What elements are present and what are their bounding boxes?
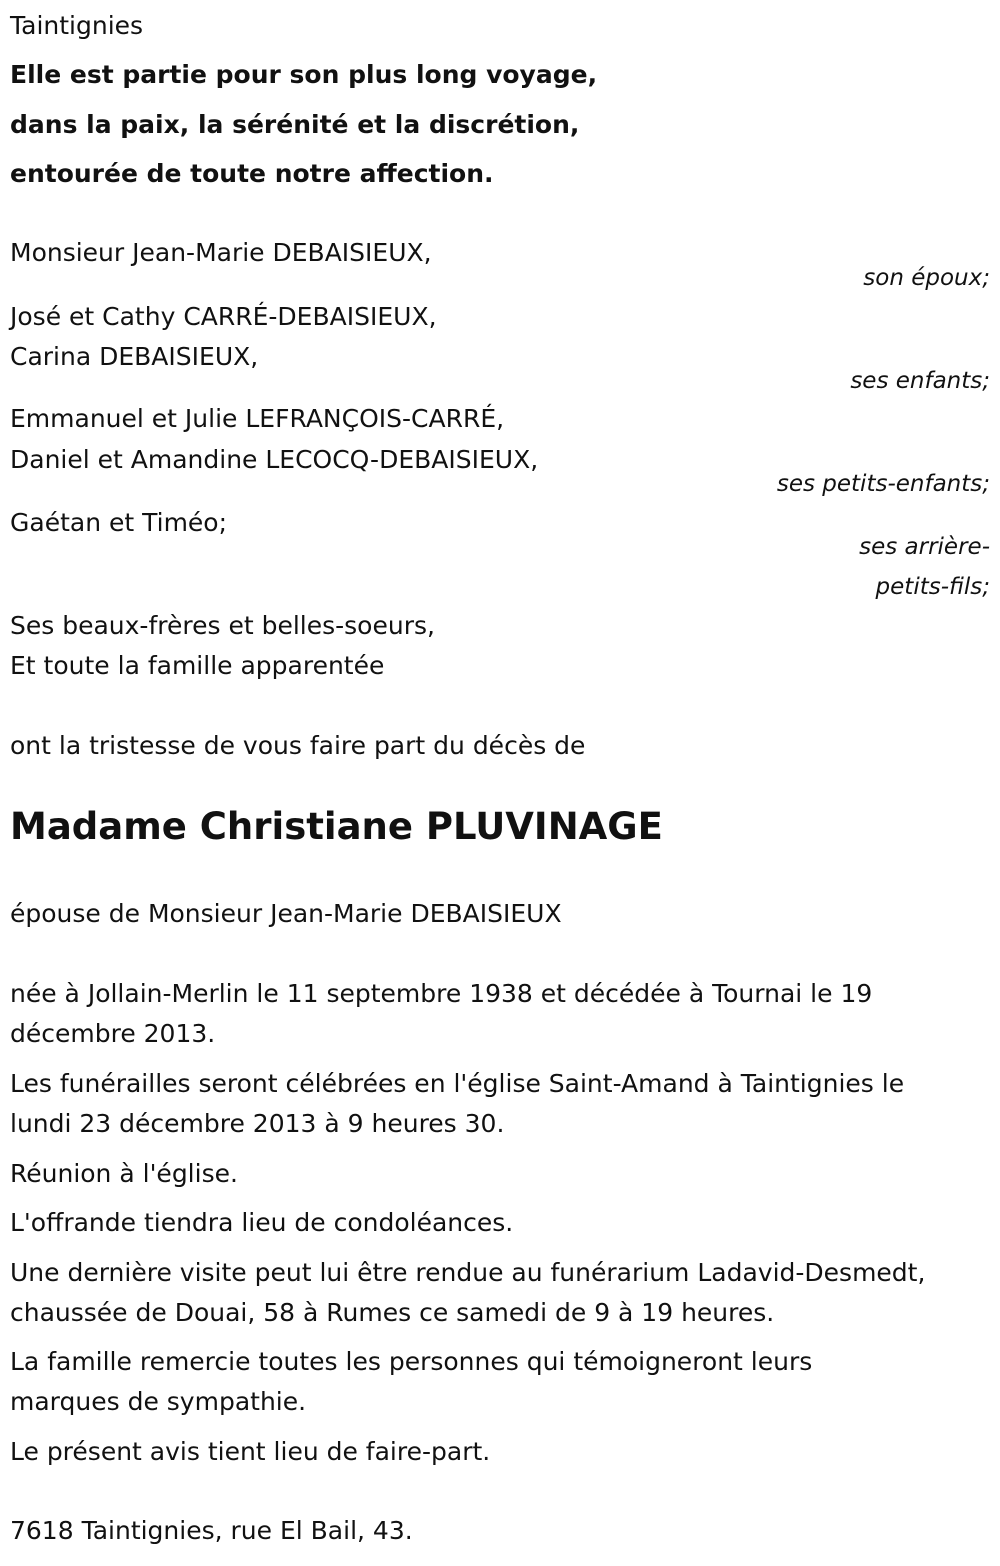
visit-line-2: chaussée de Douai, 58 à Rumes ce samedi de 9 à 19 heures.: [10, 1298, 775, 1327]
child-1: José et Cathy CARRÉ-DEBAISIEUX,: [10, 302, 437, 331]
other-family-2: Et toute la famille apparentée: [10, 651, 385, 680]
deceased-spouse-line: épouse de Monsieur Jean-Marie DEBAISIEUX: [10, 899, 562, 928]
thanks-line-1: La famille remercie toutes les personnes qui témoigneront leurs: [10, 1347, 813, 1376]
grandchild-1: Emmanuel et Julie LEFRANÇOIS-CARRÉ,: [10, 404, 505, 433]
visit-line-1: Une dernière visite peut lui être rendue au funérarium Ladavid-Desmedt,: [10, 1258, 926, 1287]
spouse-name: Monsieur Jean-Marie DEBAISIEUX,: [10, 238, 432, 267]
child-2: Carina DEBAISIEUX,: [10, 342, 259, 371]
deceased-name: Madame Christiane PLUVINAGE: [10, 805, 663, 848]
funeral-line-1: Les funérailles seront célébrées en l'église Saint-Amand à Taintignies le: [10, 1069, 905, 1098]
offering-line: L'offrande tiendra lieu de condoléances.: [10, 1208, 514, 1237]
birth-death-line-2: décembre 2013.: [10, 1019, 216, 1048]
great-grandchildren: Gaétan et Timéo;: [10, 508, 228, 537]
poem-line-1: Elle est partie pour son plus long voyage,: [10, 60, 598, 89]
poem-line-2: dans la paix, la sérénité et la discrétion,: [10, 110, 580, 139]
announcement: ont la tristesse de vous faire part du décès de: [10, 731, 586, 760]
obituary-notice: [10, 0, 990, 1566]
other-family-1: Ses beaux-frères et belles-soeurs,: [10, 611, 435, 640]
thanks-line-2: marques de sympathie.: [10, 1387, 307, 1416]
header-place: Taintignies: [10, 11, 144, 40]
meeting-line: Réunion à l'église.: [10, 1159, 238, 1188]
spouse-role: son époux;: [863, 265, 990, 291]
birth-death-line-1: née à Jollain-Merlin le 11 septembre 1938 et décédée à Tournai le 19: [10, 979, 873, 1008]
poem-line-3: entourée de toute notre affection.: [10, 159, 494, 188]
funeral-line-2: lundi 23 décembre 2013 à 9 heures 30.: [10, 1109, 505, 1138]
great-grandchildren-role-line-2: petits-fils;: [875, 574, 990, 600]
address: 7618 Taintignies, rue El Bail, 43.: [10, 1516, 413, 1545]
notice-line: Le présent avis tient lieu de faire-part.: [10, 1437, 491, 1466]
children-role: ses enfants;: [850, 368, 990, 394]
great-grandchildren-role-line-1: ses arrière-: [859, 534, 990, 560]
grandchild-2: Daniel et Amandine LECOCQ-DEBAISIEUX,: [10, 445, 539, 474]
grandchildren-role: ses petits-enfants;: [776, 471, 990, 497]
